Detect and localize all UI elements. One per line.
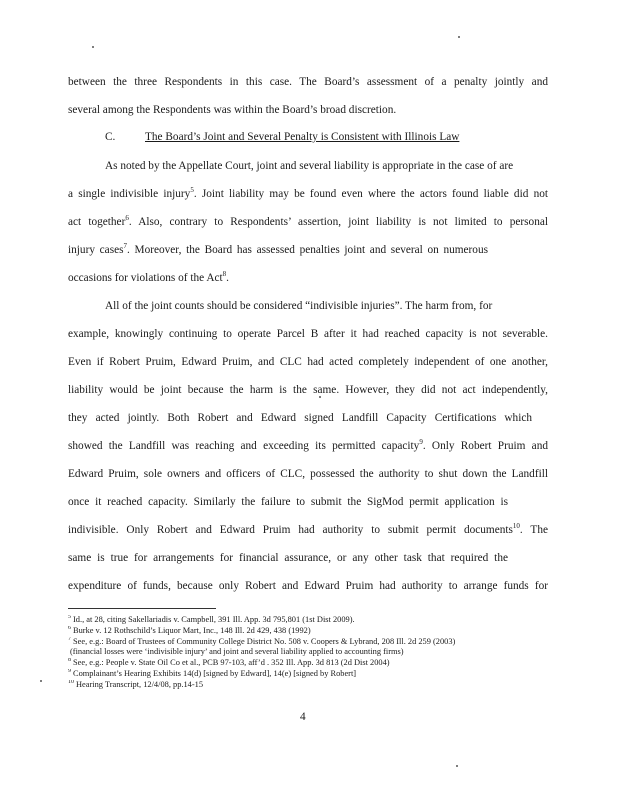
paragraph-line: Edward Pruim, sole owners and officers of CLC, possessed the authority to shut down the Landfill [68,468,548,480]
body-line: several among the Respondents was within the Board’s broad discretion. [68,104,397,116]
footnote: $^6$ Burke v. 12 Rothschild’s Liquor Mart, Inc., 148 Ill. 2d 429, 438 (1992) [68,626,311,635]
paragraph-line: occasions for violations of the Act$^8$. [68,271,229,284]
footnote-ref: 9 [419,439,423,447]
paragraph-line: All of the joint counts should be considered “indivisible injuries”. The harm from, for [105,300,493,312]
paragraph-line: Even if Robert Pruim, Edward Pruim, and CLC had acted completely independent of one another, [68,356,548,368]
page-number: 4 [300,711,306,723]
paragraph-line: liability would be joint because the harm is the same. However, they did not act independently, [68,384,548,396]
paragraph-line: expenditure of funds, because only Robert and Edward Pruim had authority to arrange funds for [68,580,548,592]
paragraph-line: a single indivisible injury$^5$. Joint liability may be found even where the actors found liable did not [68,187,548,200]
scan-speck [319,396,321,398]
footnote-ref: 6 [125,215,129,223]
paragraph-line: indivisible. Only Robert and Edward Pruim had authority to submit permit documents$^{10}$. The [68,523,548,536]
paragraph-line: act together$^6$. Also, contrary to Respondents’ assertion, joint liability is not limited to personal [68,215,548,228]
scan-speck [458,36,460,38]
scan-speck [92,46,94,48]
footnote: $^{10}$ Hearing Transcript, 12/4/08, pp.14-15 [68,680,204,689]
footnote-ref: 8 [222,271,227,279]
scan-speck [40,680,42,682]
footnote: $^7$ See, e.g.: Board of Trustees of Community College District No. 508 v. Coopers & Lybrand, 208 Ill. 2d 259 (2003) [68,637,456,646]
paragraph-line: showed the Landfill was reaching and exceeding its permitted capacity$^9$. Only Robert Pruim and [68,439,548,452]
body-line: between the three Respondents in this case. The Board’s assessment of a penalty jointly and [68,76,548,88]
footnote: $^5$ Id., at 28, citing Sakellariadis v. Campbell, 391 Ill. App. 3d 795,801 (1st Dist 2009). [68,615,355,624]
footnote: (financial losses were ‘indivisible injury’ and joint and several liability applied to accounting firms) [70,647,404,656]
paragraph-line: injury cases$^7$. Moreover, the Board has assessed penalties joint and several on numerous [68,243,488,256]
paragraph-line: same is true for arrangements for financial assurance, or any other task that required the [68,552,508,564]
paragraph-line: example, knowingly continuing to operate Parcel B after it had reached capacity is not severable. [68,328,548,340]
paragraph-line: they acted jointly. Both Robert and Edward signed Landfill Capacity Certifications which [68,412,532,424]
footnote-ref: 10 [512,523,520,531]
footnote: $^8$ See, e.g.: People v. State Oil Co et al., PCB 97-103, aff’d . 352 Ill. App. 3d 813 (2d Dist 2004) [68,658,390,667]
section-heading: The Board’s Joint and Several Penalty is Consistent with Illinois Law [145,131,460,143]
footnote-separator [68,608,216,609]
footnote: $^9$ Complainant’s Hearing Exhibits 14(d) [signed by Edward], 14(e) [signed by Robert] [68,669,357,678]
paragraph-line: As noted by the Appellate Court, joint and several liability is appropriate in the case of are [105,160,514,172]
scan-speck [456,765,458,767]
paragraph-line: once it reached capacity. Similarly the failure to submit the SigMod permit application is [68,496,508,508]
section-letter: C. [105,131,116,143]
footnote-ref: 5 [190,187,194,195]
footnote-ref: 7 [123,243,128,251]
